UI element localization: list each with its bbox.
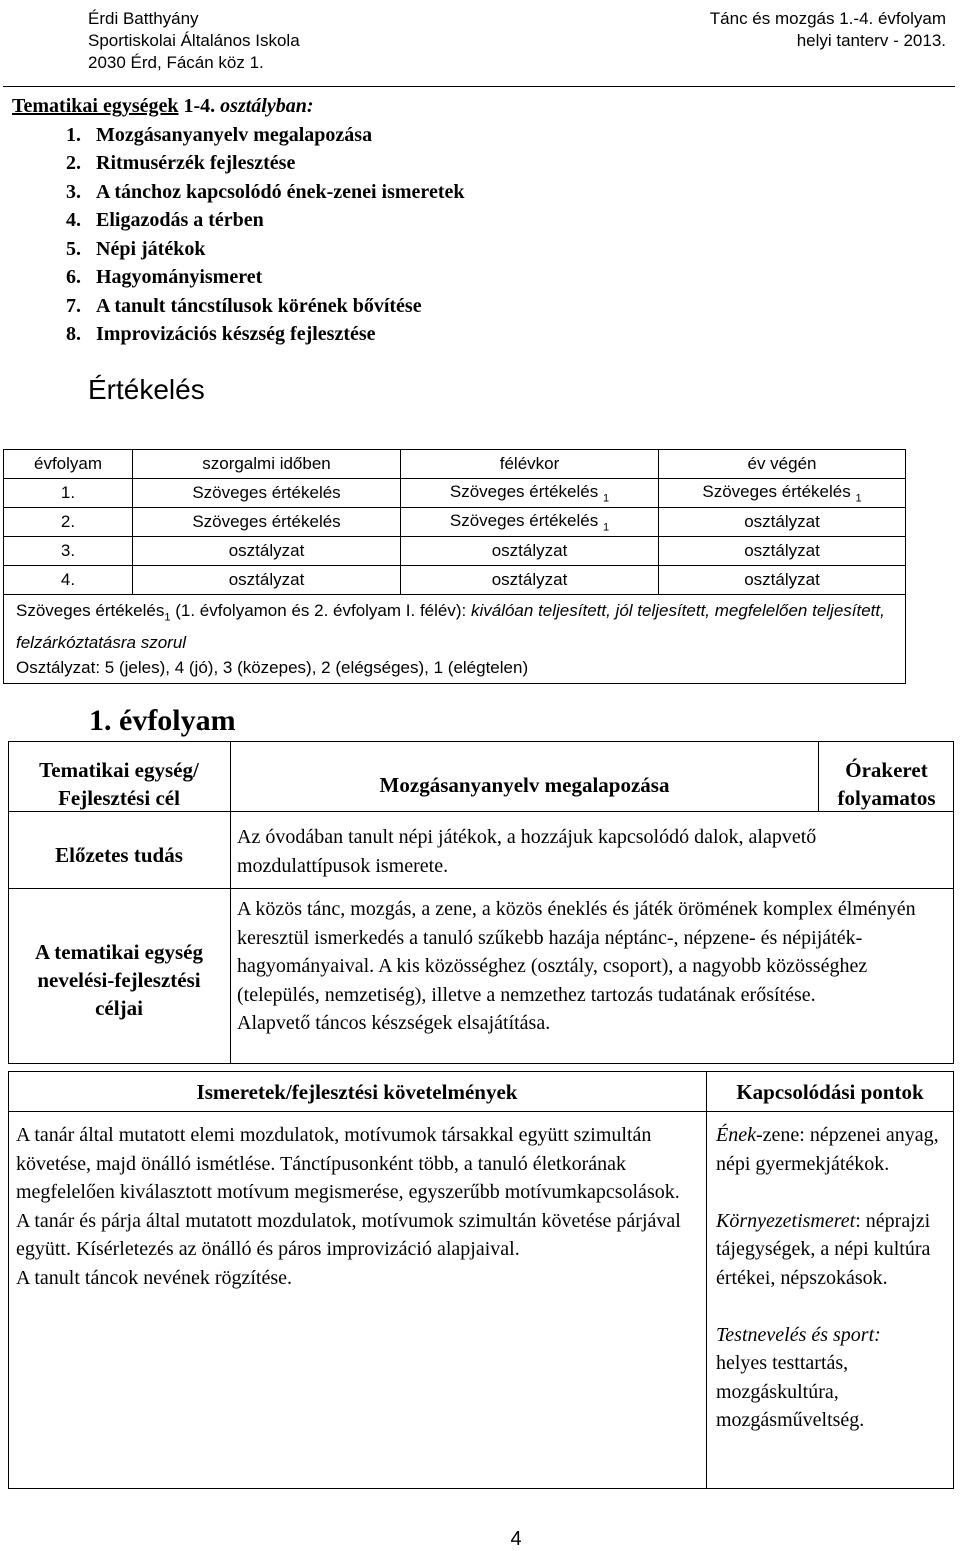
hours-label: Órakeret xyxy=(845,758,928,782)
prior-knowledge-label: Előzetes tudás xyxy=(55,843,183,867)
prior-goals-divider xyxy=(230,812,232,1064)
note-prefix: Szöveges értékelés xyxy=(16,601,165,620)
yearend-cell: osztályzat xyxy=(659,537,906,566)
grade-cell: 1. xyxy=(4,479,133,508)
list-item-number: 2. xyxy=(66,152,81,174)
list-item-number: 1. xyxy=(66,123,81,146)
list-item-label: Improvizációs készség fejlesztése xyxy=(96,323,376,345)
spacer xyxy=(716,1178,948,1207)
requirements-divider xyxy=(706,1071,708,1489)
connection-environment-subject: Környezetismeret xyxy=(716,1209,856,1232)
list-item-label: Mozgásanyanyelv megalapozása xyxy=(96,123,373,146)
header-divider xyxy=(3,86,955,87)
list-item-number: 5. xyxy=(66,237,81,260)
hours-block xyxy=(819,756,954,812)
list-item xyxy=(66,320,912,349)
during-cell: osztályzat xyxy=(133,537,401,566)
list-item xyxy=(66,121,912,150)
column-header-midterm: félévkor xyxy=(401,450,659,479)
connections-header: Kapcsolódási pontok xyxy=(736,1080,924,1104)
goals-label xyxy=(8,938,230,1022)
connection-environment-detail: : néprajzi tájegységek, a népi kultúra értékei, népszokások. xyxy=(716,1209,931,1289)
yearend-cell: osztályzat xyxy=(659,566,906,595)
list-item-label: Hagyományismeret xyxy=(96,266,263,288)
column-header-grade: évfolyam xyxy=(4,450,133,479)
connection-sport xyxy=(716,1321,948,1435)
table-row xyxy=(4,479,906,508)
grade-cell: 2. xyxy=(4,508,133,537)
unit-label xyxy=(8,756,230,812)
table-row xyxy=(4,537,906,566)
midterm-text: Szöveges értékelés xyxy=(449,510,599,530)
goals-text xyxy=(237,895,942,1038)
note-text-grades-descriptive: kiválóan teljesített, jól teljesített, megfelelően teljesített, felzárkóztatásra szorul xyxy=(16,601,885,653)
list-item-number: 7. xyxy=(66,294,81,317)
evaluation-title: Értékelés xyxy=(88,374,205,405)
midterm-cell xyxy=(401,479,659,508)
hours-value: folyamatos xyxy=(837,786,936,810)
list-item xyxy=(66,263,912,292)
table-note-row xyxy=(4,595,906,684)
spacer xyxy=(716,1292,948,1321)
school-address: 2030 Érd, Fácán köz 1. xyxy=(88,53,264,72)
midterm-text: Szöveges értékelés xyxy=(449,481,599,501)
during-cell: Szöveges értékelés xyxy=(133,508,401,537)
list-item xyxy=(66,235,912,264)
connection-music-subject: Ének xyxy=(716,1124,756,1146)
table-header-row xyxy=(4,450,906,479)
grade-title: 1. évfolyam xyxy=(89,704,236,737)
evaluation-table xyxy=(3,449,906,684)
list-item-label: Ritmusérzék fejlesztése xyxy=(96,152,296,174)
heading-underlined-part: Tematikai egységek xyxy=(12,95,179,117)
list-item-label: A tánchoz kapcsolódó ének-zenei ismeretek xyxy=(96,180,465,203)
school-name-line-1: Érdi Batthyány xyxy=(88,9,199,28)
school-name-line-2: Sportiskolai Általános Iskola xyxy=(88,31,300,50)
list-item-label: A tanult táncstílusok körének bővítése xyxy=(96,294,422,317)
requirements-text xyxy=(16,1121,702,1292)
connection-music-detail: -zene: népzenei anyag, népi gyermekjátékok. xyxy=(716,1124,939,1175)
midterm-cell: osztályzat xyxy=(401,566,659,595)
requirements-paragraph-3: A tanult táncok nevének rögzítése. xyxy=(16,1266,293,1289)
unit-label-line-2: Fejlesztési cél xyxy=(58,786,180,810)
during-cell: osztályzat xyxy=(133,566,401,595)
list-item-number: 6. xyxy=(66,266,81,288)
list-item xyxy=(66,149,912,178)
thematic-units-section xyxy=(12,92,912,349)
list-item xyxy=(66,206,912,235)
prior-goals-row-divider xyxy=(8,888,954,889)
heading-grade-range: 1-4. xyxy=(178,95,216,117)
goals-label-line-3: céljai xyxy=(95,996,143,1020)
connection-music xyxy=(716,1121,948,1178)
thematic-units-list xyxy=(12,121,912,349)
unit-name: Mozgásanyanyelv megalapozása xyxy=(379,773,670,797)
curriculum-title: helyi tanterv - 2013. xyxy=(796,31,946,50)
midterm-cell xyxy=(401,508,659,537)
grade-cell: 4. xyxy=(4,566,133,595)
footnote-marker: 1 xyxy=(164,611,171,624)
unit-label-line-1: Tematikai egység/ xyxy=(39,758,199,782)
list-item-label: Népi játékok xyxy=(96,237,206,260)
page-header xyxy=(88,8,946,84)
note-grades-numeric: Osztályzat: 5 (jeles), 4 (jó), 3 (közepes), 2 (elégséges), 1 (elégtelen) xyxy=(16,658,529,678)
grade-cell: 3. xyxy=(4,537,133,566)
goals-label-line-2: nevelési-fejlesztési xyxy=(37,968,201,992)
footnote-marker: 1 xyxy=(855,492,862,505)
footnote-marker: 1 xyxy=(602,492,610,505)
list-item-label: Eligazodás a térben xyxy=(96,209,264,231)
subject-title: Tánc és mozgás 1.-4. évfolyam xyxy=(709,9,946,28)
page-number: 4 xyxy=(510,1528,522,1550)
table-row xyxy=(4,508,906,537)
thematic-units-heading xyxy=(12,92,912,121)
prior-knowledge-text: Az óvodában tanult népi játékok, a hozzájuk kapcsolódó dalok, alapvető mozdulattípusok ismerete. xyxy=(237,826,817,877)
footnote-marker: 1 xyxy=(602,521,610,534)
evaluation-note xyxy=(4,595,906,684)
list-item xyxy=(66,178,912,207)
requirements-header-divider xyxy=(8,1111,954,1112)
school-info xyxy=(88,8,300,74)
connections-text xyxy=(716,1121,948,1435)
goals-paragraph-2: Alapvető táncos készségek elsajátítása. xyxy=(237,1012,551,1034)
column-header-yearend: év végén xyxy=(659,450,906,479)
heading-italic-part: osztályban: xyxy=(220,95,314,117)
yearend-cell: osztályzat xyxy=(659,508,906,537)
connection-sport-detail: helyes testtartás, mozgáskultúra, mozgásműveltség. xyxy=(716,1352,865,1431)
requirements-header: Ismeretek/fejlesztési követelmények xyxy=(196,1080,518,1104)
list-item-number: 3. xyxy=(66,180,81,203)
list-item-number: 4. xyxy=(66,209,81,231)
goals-paragraph: A közös tánc, mozgás, a zene, a közös éneklés és játék örömének komplex élményén keresztül ismerkedés a tanuló szűkebb hazája néptánc-, népzene- és népijáték-hagyományaival. A kis közösséghez (osztály, csoport), a nagyobb közösséghez (település, nemzetiség), illetve a nemzethez tartozás tudatának erősítése. xyxy=(237,898,916,1006)
yearend-text: Szöveges értékelés xyxy=(702,481,851,501)
connection-environment xyxy=(716,1207,948,1293)
during-cell: Szöveges értékelés xyxy=(133,479,401,508)
list-item xyxy=(66,292,912,321)
goals-label-line-1: A tematikai egység xyxy=(35,940,203,964)
connection-sport-subject: Testnevelés és sport: xyxy=(716,1323,881,1346)
curriculum-info xyxy=(710,8,946,52)
requirements-paragraph-2: A tanár és párja által mutatott mozdulatok, motívumok szimultán követése párjával együtt. Kísérletezés az önálló és páros improvizáció alapjaival. xyxy=(16,1209,681,1260)
note-scope: (1. évfolyamon és 2. évfolyam I. félév): xyxy=(170,601,471,620)
list-item-number: 8. xyxy=(66,323,81,345)
column-header-during: szorgalmi időben xyxy=(133,450,401,479)
midterm-cell: osztályzat xyxy=(401,537,659,566)
yearend-cell xyxy=(659,479,906,508)
requirements-paragraph-1: A tanár által mutatott elemi mozdulatok, motívumok társakkal együtt szimultán követése, majd önálló ismétlése. Tánctípusonként több, a tanuló életkorának megfelelően kiválasztott motívum megismerése, egyszerűbb motívumkapcsolások. xyxy=(16,1124,680,1203)
table-row xyxy=(4,566,906,595)
